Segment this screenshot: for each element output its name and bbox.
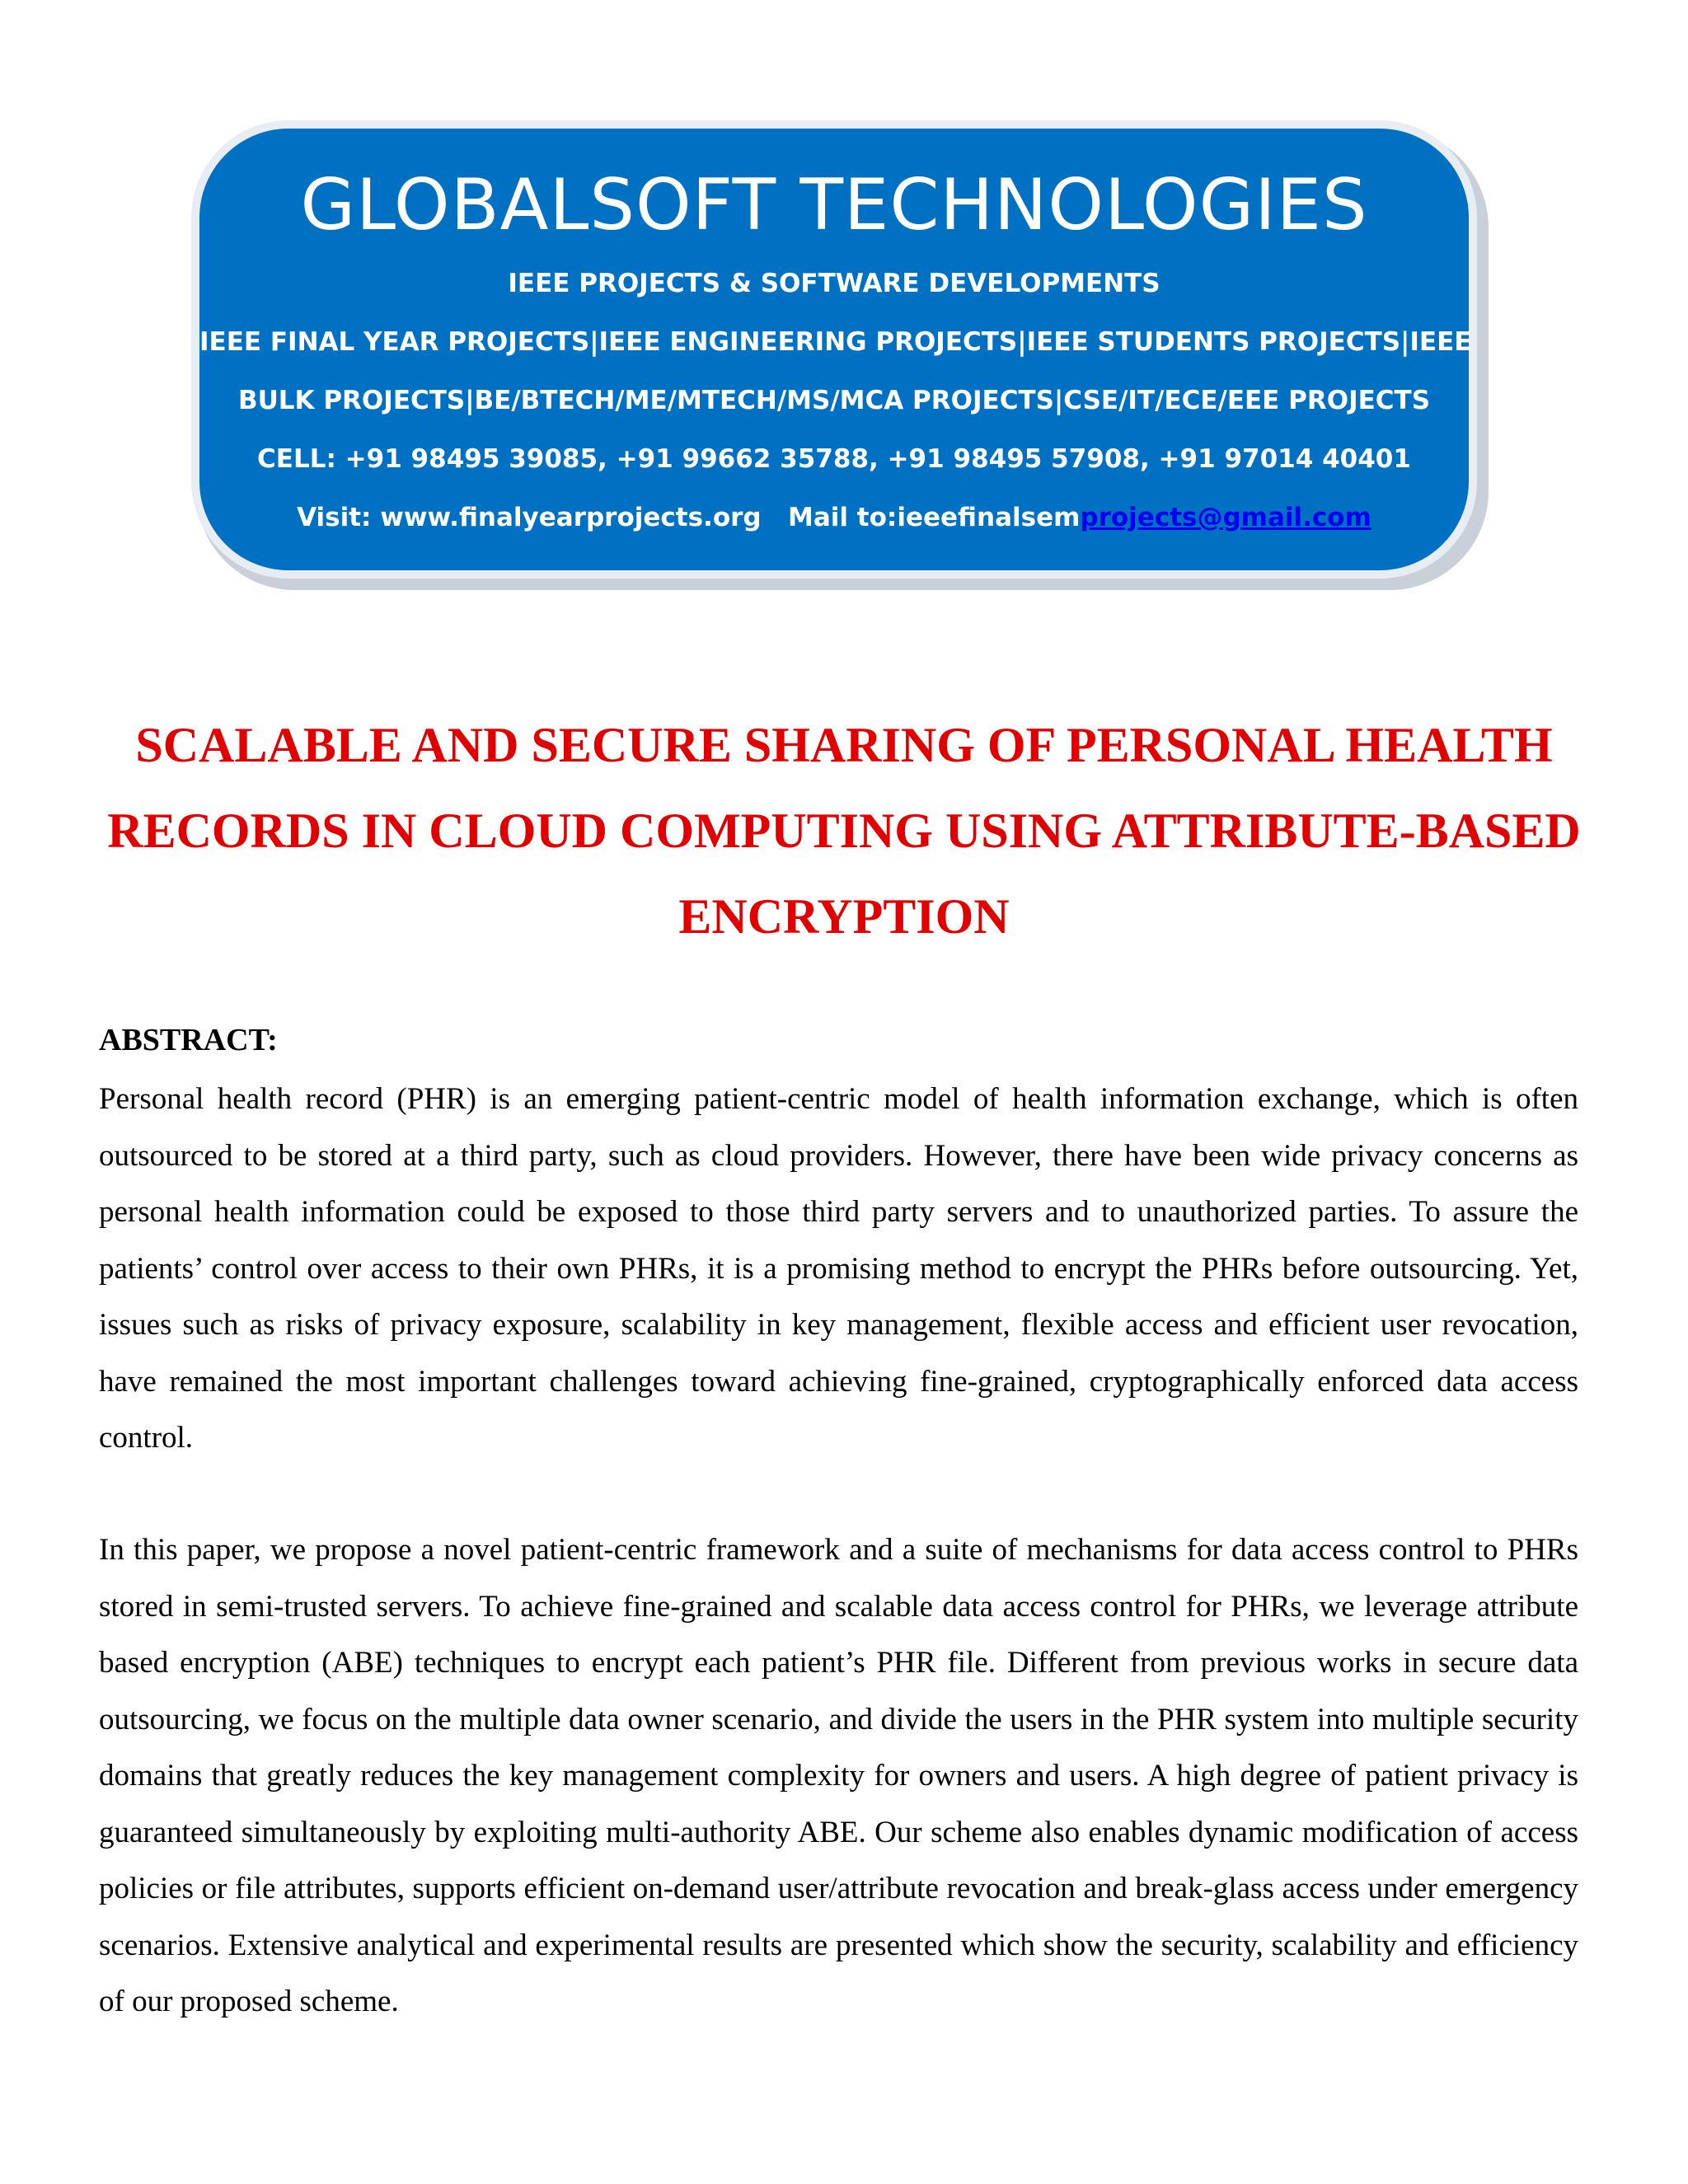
company-banner bbox=[191, 120, 1477, 579]
abstract-heading: ABSTRACT: bbox=[99, 1023, 278, 1057]
banner-projects-line-1: IEEE FINAL YEAR PROJECTS|IEEE ENGINEERING PROJECTS|IEEE STUDENTS PROJECTS|IEEE bbox=[199, 327, 1472, 358]
banner-contact-line bbox=[199, 489, 1469, 547]
website-link[interactable]: Visit: www.finalyearprojects.org bbox=[297, 503, 762, 533]
document-title bbox=[91, 702, 1597, 959]
title-line-3: ENCRYPTION bbox=[678, 889, 1010, 944]
banner-phone-numbers: CELL: +91 98495 39085, +91 99662 35788, +91 98495 57908, +91 97014 40401 bbox=[257, 444, 1411, 475]
banner-tagline: IEEE PROJECTS & SOFTWARE DEVELOPMENTS bbox=[508, 269, 1160, 299]
email-link[interactable]: projects@gmail.com bbox=[1080, 503, 1372, 533]
title-line-2: RECORDS IN CLOUD COMPUTING USING ATTRIBUTE-BASED bbox=[107, 804, 1581, 858]
abstract-paragraph-2: In this paper, we propose a novel patient-centric framework and a suite of mechanisms for data access control to PHRs stored in semi-trusted servers. To achieve fine-grained and scalable data access control for PHRs, we leverage attribute based encryption (ABE) techniques to encrypt each patient’s PHR file. Different from previous works in secure data outsourcing, we focus on the multiple data owner scenario, and divide the users in the PHR system into multiple security domains that greatly reduces the key management complexity for owners and users. A high degree of patient privacy is guaranteed simultaneously by exploiting multi-authority ABE. Our scheme also enables dynamic modification of access policies or file attributes, supports efficient on-demand user/attribute revocation and break-glass access under emergency scenarios. Extensive analytical and experimental results are presented which show the security, scalability and efficiency of our proposed scheme. bbox=[99, 1533, 1578, 2018]
title-line-1: SCALABLE AND SECURE SHARING OF PERSONAL HEALTH bbox=[135, 718, 1553, 772]
mail-label: Mail to:ieeefinalsem bbox=[788, 503, 1081, 533]
banner-projects-line-2: BULK PROJECTS|BE/BTECH/ME/MTECH/MS/MCA PROJECTS|CSE/IT/ECE/EEE PROJECTS bbox=[237, 386, 1431, 416]
company-name: GLOBALSOFT TECHNOLOGIES bbox=[300, 164, 1368, 246]
abstract-paragraph-1: Personal health record (PHR) is an emerging patient-centric model of health information exchange, which is often outsourced to be stored at a third party, such as cloud providers. However, there have been wide privacy concerns as personal health information could be exposed to those third party servers and to unauthorized parties. To assure the patients’ control over access to their own PHRs, it is a promising method to encrypt the PHRs before outsourcing. Yet, issues such as risks of privacy exposure, scalability in key management, flexible access and efficient user revocation, have remained the most important challenges toward achieving fine-grained, cryptographically enforced data access control. bbox=[99, 1082, 1578, 1455]
